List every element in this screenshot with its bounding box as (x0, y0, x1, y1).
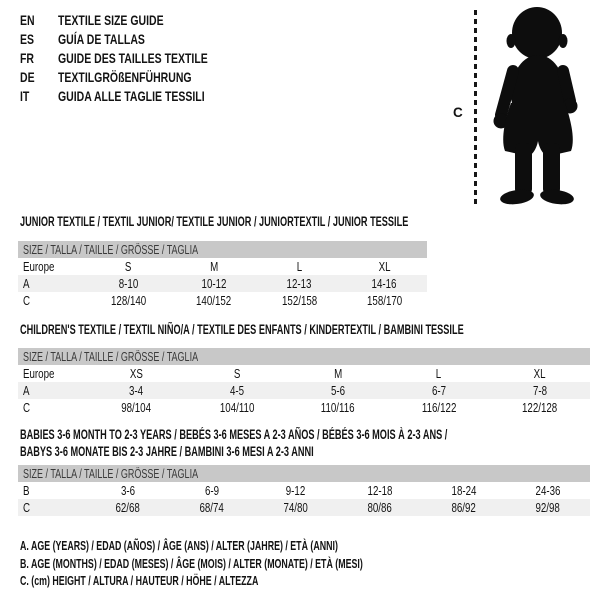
size-cell: 80/86 (367, 500, 393, 515)
language-row-es (20, 30, 258, 49)
section-heading-babies: BABIES 3-6 MONTH TO 2-3 YEARS / BEBÉS 3-6 MESES A 2-3 AÑOS / BÉBÉS 3-6 MOIS À 2-3 ANS / BABYS 3-6 MONATE BIS 2-3 JAHRE / BAMBINI 3-6 MESI A 2-3 ANNI (20, 427, 448, 459)
row-label: Europe (23, 259, 55, 274)
size-cell: S (125, 259, 132, 274)
table-row-height (18, 499, 590, 516)
table-row-age-months (18, 482, 590, 499)
size-cell: XS (129, 366, 143, 381)
table-row-age (18, 382, 590, 399)
size-cell: 86/92 (451, 500, 477, 515)
size-cell: 12-13 (286, 276, 312, 291)
size-cell: 10-12 (201, 276, 227, 291)
size-cell: 3-6 (120, 483, 136, 498)
size-cell: 104/110 (219, 400, 255, 415)
table-row-height (18, 399, 590, 416)
size-cell: M (333, 366, 343, 381)
language-row-fr (20, 49, 258, 68)
language-code: EN (20, 12, 35, 29)
language-title: GUIDE DES TAILLES TEXTILE (58, 49, 208, 66)
section-heading-junior: JUNIOR TEXTILE / TEXTIL JUNIOR/ TEXTILE JUNIOR / JUNIORTEXTIL / JUNIOR TESSILE (20, 214, 409, 229)
row-label: Europe (23, 366, 55, 381)
size-cell: 116/122 (421, 400, 457, 415)
table-row-europe (18, 365, 590, 382)
size-cell: 158/170 (366, 293, 402, 308)
size-cell: 12-18 (367, 483, 393, 498)
size-cell: L (296, 259, 302, 274)
language-code: FR (20, 49, 35, 66)
size-cell: 8-10 (118, 276, 139, 291)
size-cell: 122/128 (521, 400, 558, 415)
footnote-b: B. AGE (MONTHS) / EDAD (MESES) / ÂGE (MOIS) / ALTER (MONATE) / ETÀ (MESI) (20, 555, 363, 571)
size-cell: 24-36 (535, 483, 561, 498)
size-cell: 9-12 (286, 483, 306, 498)
size-cell: XL (533, 366, 546, 381)
language-row-de (20, 67, 258, 86)
language-title: GUIDA ALLE TAGLIE TESSILI (58, 87, 205, 104)
size-cell: 4-5 (230, 383, 245, 398)
row-label: A (23, 383, 30, 398)
height-dash-line (474, 10, 477, 208)
table-row-height (18, 292, 427, 309)
size-cell: 6-9 (204, 483, 220, 498)
size-cell: 74/80 (283, 500, 309, 515)
size-cell: S (233, 366, 241, 381)
children-size-table (18, 348, 590, 416)
section-heading-children: CHILDREN'S TEXTILE / TEXTIL NIÑO/A / TEXTILE DES ENFANTS / KINDERTEXTIL / BAMBINI TESSILE (20, 322, 464, 337)
row-label: C (23, 400, 31, 415)
size-cell: 140/152 (196, 293, 232, 308)
language-code: ES (20, 31, 35, 48)
table-row-age (18, 275, 427, 292)
table-row-europe (18, 258, 427, 275)
footnote-a: A. AGE (YEARS) / EDAD (AÑOS) / ÂGE (ANS) / ALTER (JAHRE) / ETÀ (ANNI) (20, 538, 338, 553)
size-cell: 18-24 (451, 483, 477, 498)
junior-size-table (18, 241, 427, 309)
size-cell: M (209, 259, 218, 274)
language-code: DE (20, 68, 35, 85)
language-list (20, 11, 258, 105)
size-cell: 68/74 (199, 500, 225, 515)
size-header-bar: SIZE / TALLA / TAILLE / GRÖSSE / TAGLIA (18, 348, 590, 365)
baby-silhouette-image (486, 5, 586, 207)
measure-c-label: C (453, 105, 463, 120)
size-header-bar: SIZE / TALLA / TAILLE / GRÖSSE / TAGLIA (18, 241, 427, 258)
row-label: C (23, 293, 31, 308)
footnotes (20, 538, 524, 591)
language-row-en (20, 11, 258, 30)
size-header-bar: SIZE / TALLA / TAILLE / GRÖSSE / TAGLIA (18, 465, 590, 482)
language-code: IT (20, 87, 30, 104)
size-cell: 152/158 (281, 293, 317, 308)
size-cell: XL (378, 259, 391, 274)
size-cell: L (436, 366, 442, 381)
size-cell: 98/104 (121, 400, 152, 415)
size-cell: 5-6 (330, 383, 346, 398)
row-label: C (23, 500, 31, 515)
size-cell: 110/116 (321, 400, 355, 415)
size-cell: 14-16 (371, 276, 397, 291)
row-label: B (23, 483, 30, 498)
size-cell: 3-4 (129, 383, 144, 398)
size-cell: 6-7 (431, 383, 446, 398)
babies-size-table (18, 465, 590, 516)
row-label: A (23, 276, 30, 291)
language-title: TEXTILE SIZE GUIDE (58, 12, 164, 29)
footnote-c: C. (cm) HEIGHT / ALTURA / HAUTEUR / HÖHE / ALTEZZA (20, 573, 259, 588)
size-cell: 62/68 (115, 500, 141, 515)
size-cell: 128/140 (111, 293, 147, 308)
language-title: TEXTILGRÖßENFÜHRUNG (58, 68, 192, 85)
size-cell: 92/98 (535, 500, 561, 515)
language-row-it (20, 86, 258, 105)
size-cell: 7-8 (532, 383, 547, 398)
language-title: GUÍA DE TALLAS (58, 31, 145, 48)
